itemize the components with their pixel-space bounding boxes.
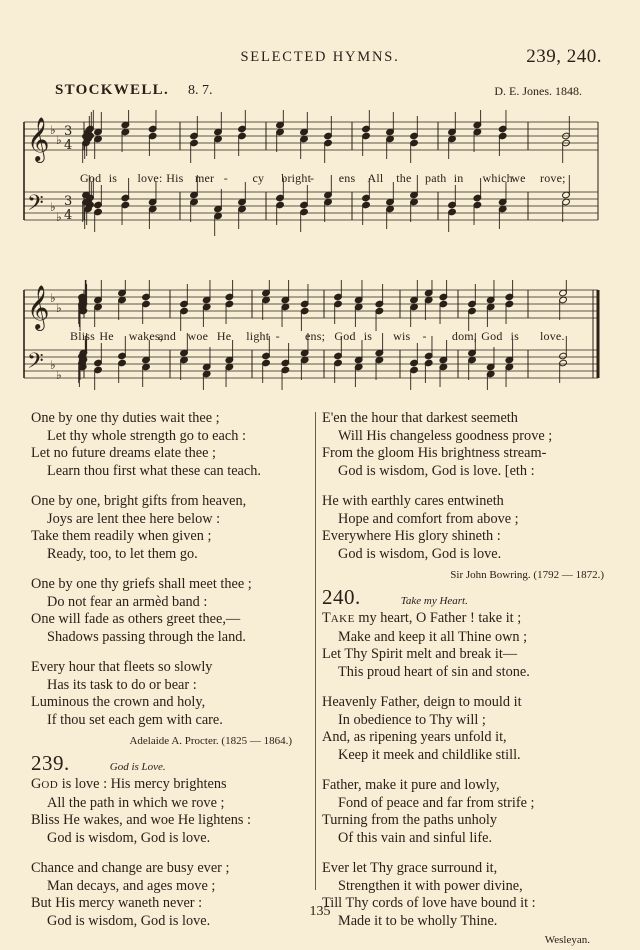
lyric-syllable: His [166, 171, 184, 185]
flat-sign: ♭ [56, 368, 62, 382]
verse-line: Hope and comfort from above ; [338, 510, 519, 527]
verse-line: One by one thy griefs shall meet thee ; [31, 576, 252, 592]
stanza [322, 694, 612, 764]
verse-line: He with earthly cares entwineth [322, 493, 504, 509]
time-signature: 3 [64, 124, 73, 139]
tune-composer [494, 84, 582, 99]
flat-sign: ♭ [50, 123, 56, 137]
author-attribution: Adelaide A. Procter. (1825 — 1864.) [129, 735, 292, 747]
verse-line: Luminous the crown and holy, [31, 694, 206, 710]
verse-line: Let thy whole strength go to each : [47, 427, 246, 444]
composer-year: 1848. [555, 84, 582, 98]
verse-line-rest: my heart, O Father ! take it ; [354, 610, 522, 626]
lyric-syllable: in [453, 171, 464, 185]
verse-line: One by one thy duties wait thee ; [31, 410, 220, 426]
flat-sign: ♭ [56, 301, 62, 315]
verse-line: Learn thou first what these can teach. [47, 462, 261, 479]
stanza [322, 410, 612, 480]
verse-line: Make and keep it all Thine own ; [338, 628, 528, 645]
lyric-syllable: path [425, 171, 447, 185]
bass-clef: 𝄢 [27, 349, 44, 379]
lyric-syllable: mer [195, 171, 215, 185]
flat-sign: ♭ [56, 210, 62, 224]
left-text-column [31, 410, 306, 943]
author-attribution: Wesleyan. [544, 934, 590, 946]
small-caps-word: OD [41, 779, 59, 791]
verse-line: God is wisdom, God is love. [338, 545, 502, 562]
verse-line: Man decays, and ages move ; [47, 877, 216, 894]
lyric-syllable: is [510, 329, 520, 343]
stanza [31, 493, 306, 563]
treble-clef: 𝄞 [27, 117, 50, 161]
verse-line: Will His changeless goodness prove ; [338, 427, 553, 444]
lyric-syllable: Bliss [70, 329, 96, 343]
verse-line: Take them readily when given ; [31, 528, 212, 544]
verse-line: Every hour that fleets so slowly [31, 659, 213, 675]
hymn-title: God is Love. [109, 760, 166, 773]
verse-line: Joys are lent thee here below : [47, 510, 221, 527]
lyric-syllable: He [216, 329, 232, 343]
lyric-syllable: wis [393, 329, 411, 343]
lyric-syllable: - [275, 329, 280, 343]
verse-line: Turning from the paths unholy [322, 812, 498, 828]
flat-sign: ♭ [50, 291, 56, 305]
lyric-syllable: cy [252, 171, 265, 185]
verse-line: Chance and change are busy ever ; [31, 860, 230, 876]
verse-line: Has its task to do or bear : [47, 676, 197, 693]
verse-line: From the gloom His brightness stream- [322, 445, 547, 461]
stanza [31, 659, 306, 729]
lyric-syllable: dom, [451, 329, 478, 343]
verse-line: This proud heart of sin and stone. [338, 663, 530, 680]
verse-line: One by one, bright gifts from heaven, [31, 493, 247, 509]
lyric-syllable: God [481, 329, 503, 343]
stanza [31, 576, 306, 646]
verse-line: God is wisdom, God is love. [eth : [338, 462, 535, 479]
flat-sign: ♭ [50, 358, 56, 372]
lyric-syllable: - [422, 329, 427, 343]
hymn-heading-239 [31, 750, 306, 777]
hymn-number: 239. [31, 750, 70, 775]
verse-line [322, 610, 612, 629]
verse-line: Ever let Thy grace surround it, [322, 860, 498, 876]
verse-line: If thou set each gem with care. [47, 711, 223, 728]
time-signature: 4 [64, 208, 73, 223]
verse-line: Heavenly Father, deign to mould it [322, 694, 522, 710]
verse-line: God is wisdom, God is love. [47, 912, 211, 929]
lyric-syllable: is [108, 171, 118, 185]
lyric-syllable: the [396, 171, 412, 185]
lyric-syllable: - [223, 171, 228, 185]
lyric-syllable: love. [540, 329, 565, 343]
flat-sign: ♭ [56, 133, 62, 147]
verse-line: All the path in which we rove ; [47, 794, 225, 811]
lyric-syllable: we [511, 171, 526, 185]
tune-meter: 8. 7. [188, 83, 213, 98]
lyric-syllable: love: [137, 171, 163, 185]
tune-name: STOCKWELL. [55, 82, 170, 98]
hymn-number: 240. [322, 584, 361, 609]
lyric-syllable: ens [338, 171, 356, 185]
verse-line: Fond of peace and far from strife ; [338, 794, 535, 811]
verse-line: Made it to be wholly Thine. [338, 912, 498, 929]
stanza [31, 776, 306, 847]
lyric-syllable: All [367, 171, 384, 185]
lyric-syllable: wakes, [128, 329, 163, 343]
verse-line: Everywhere His glory shineth : [322, 528, 501, 544]
hymn-heading-240 [322, 584, 612, 611]
lyric-syllable: rove; [540, 171, 566, 185]
verse-line-rest: is love : His mercy brightens [58, 776, 227, 792]
verse-line: Let Thy Spirit melt and break it— [322, 646, 518, 662]
lyrics-line-1 [0, 171, 640, 187]
lyric-syllable: woe [187, 329, 209, 343]
small-caps-word: AKE [330, 613, 355, 625]
lyric-syllable: God [334, 329, 356, 343]
verse-line: E'en the hour that darkest seemeth [322, 410, 518, 426]
bass-clef: 𝄢 [27, 191, 44, 221]
lyric-syllable: and [158, 329, 177, 343]
verse-line [31, 776, 306, 795]
flat-sign: ♭ [50, 200, 56, 214]
running-title: SELECTED HYMNS. [240, 49, 400, 65]
verse-line: Do not fear an armèd band : [47, 593, 208, 610]
hymn-number-range: 239, 240. [526, 46, 602, 67]
lyric-syllable: God [80, 171, 102, 185]
column-divider [315, 412, 316, 890]
verse-line: Ready, too, to let them go. [47, 545, 198, 562]
lyric-syllable: ens; [305, 329, 326, 343]
stanza [31, 410, 306, 480]
verse-line: But His mercy waneth never : [31, 895, 203, 911]
lyric-syllable: - [310, 171, 315, 185]
treble-clef: 𝄞 [27, 285, 50, 329]
verse-line: Keep it meek and childlike still. [338, 746, 521, 763]
verse-line: Bliss He wakes, and woe He lightens : [31, 812, 251, 828]
verse-line: One will fade as others greet thee,— [31, 611, 241, 627]
verse-line: Let no future dreams elate thee ; [31, 445, 216, 461]
page-number: 135 [309, 904, 331, 919]
verse-line: Of this vain and sinful life. [338, 829, 493, 846]
verse-line: Father, make it pure and lowly, [322, 777, 500, 793]
lyric-syllable: He [99, 329, 114, 343]
verse-line: In obedience to Thy will ; [338, 711, 486, 728]
verse-line: Till Thy cords of love have bound it : [322, 895, 536, 911]
verse-line: Shadows passing through the land. [47, 628, 246, 645]
drop-initial: T [322, 610, 331, 626]
lyric-syllable: bright [281, 171, 312, 185]
composer-name: D. E. Jones. [494, 84, 552, 98]
stanza [322, 493, 612, 563]
stanza [322, 610, 612, 681]
lyric-syllable: is [363, 329, 373, 343]
time-signature: 4 [64, 138, 73, 153]
lyric-syllable: which [482, 171, 513, 185]
stanza [322, 777, 612, 847]
time-signature: 3 [64, 194, 73, 209]
author-attribution: Sir John Bowring. (1792 — 1872.) [450, 569, 604, 581]
right-text-column [322, 410, 612, 950]
lyrics-line-2 [0, 329, 640, 345]
drop-initial: G [31, 776, 42, 792]
lyric-syllable: light [246, 329, 270, 343]
verse-line: And, as ripening years unfold it, [322, 729, 507, 745]
hymn-title: Take my Heart. [400, 594, 468, 607]
verse-line: God is wisdom, God is love. [47, 829, 211, 846]
verse-line: Strengthen it with power divine, [338, 877, 523, 894]
